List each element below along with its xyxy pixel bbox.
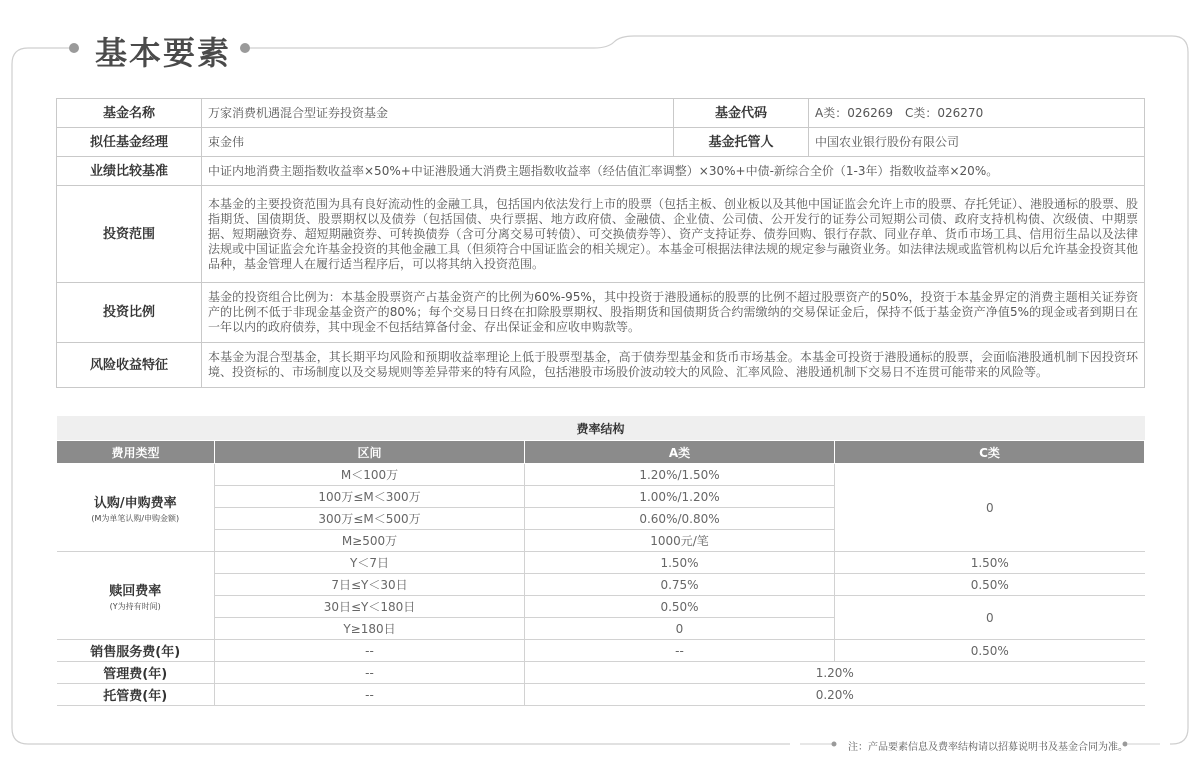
subscription-a-rate: 1.20%/1.50% (525, 464, 835, 486)
risk-value: 本基金为混合型基金，其长期平均风险和预期收益率理论上低于股票型基金，高于债券型基金和货币市场基金。本基金可投资于港股通标的股票，会面临港股通机制下因投资环境、投资标的、市场制度以及交易规则等差异带来的特有风险，包括港股市场股价波动较大的风险、汇率风险、港股通机制下交易日不连贯可能带来的风险等。 (202, 343, 1145, 388)
sales-fee-a: -- (525, 640, 835, 662)
manager-label: 拟任基金经理 (57, 128, 202, 157)
table-row (57, 574, 1145, 596)
redemption-a-rate: 0 (525, 618, 835, 640)
management-fee-range: -- (215, 662, 525, 684)
table-row (57, 552, 1145, 574)
fee-table-header-row (57, 441, 1145, 464)
table-row (57, 186, 1145, 283)
table-row (57, 684, 1145, 706)
fee-table-title: 费率结构 (57, 416, 1145, 441)
fund-name-label: 基金名称 (57, 99, 202, 128)
redemption-range: Y＜7日 (215, 552, 525, 574)
fund-name-value: 万家消费机遇混合型证券投资基金 (202, 99, 674, 128)
subscription-fee-note: (M为单笔认购/申购金额) (91, 513, 180, 523)
subscription-fee-title: 认购/申购费率 (93, 495, 177, 511)
custody-fee-label: 托管费(年) (57, 684, 215, 706)
redemption-c-rate: 1.50% (835, 552, 1145, 574)
sales-fee-label: 销售服务费(年) (57, 640, 215, 662)
header-class-c: C类 (835, 441, 1145, 464)
fund-code-label: 基金代码 (674, 99, 809, 128)
ratio-label: 投资比例 (57, 283, 202, 343)
redemption-fee-title: 赎回费率 (109, 583, 162, 599)
table-row (57, 283, 1145, 343)
table-row (57, 640, 1145, 662)
fee-table-title-row (57, 416, 1145, 441)
subscription-c-rate: 0 (835, 464, 1145, 552)
table-row (57, 464, 1145, 486)
table-row (57, 343, 1145, 388)
redemption-fee-note: (Y为持有时间) (109, 601, 161, 611)
scope-value: 本基金的主要投资范围为具有良好流动性的金融工具，包括国内依法发行上市的股票（包括主板、创业板以及其他中国证监会允许上市的股票、存托凭证）、港股通标的股票、股指期货、国债期货、股票期权以及债券（包括国债、央行票据、地方政府债、金融债、企业债、公司债、公开发行的证券公司短期公司债、政府支持机构债、次级债、中期票据、短期融资券、超短期融资券、可转换债券（含可分离交易可转债）、可交换债券等）、资产支持证券、债券回购、银行存款、同业存单、货币市场工具、信用衍生品以及法律法规或中国证监会允许基金投资的其他金融工具（但须符合中国证监会的相关规定）。本基金可根据法律法规的规定参与融资业务。如法律法规或监管机构以后允许基金投资其他品种，基金管理人在履行适当程序后，可以将其纳入投资范围。 (202, 186, 1145, 283)
subscription-a-rate: 0.60%/0.80% (525, 508, 835, 530)
redemption-range: 7日≤Y＜30日 (215, 574, 525, 596)
sales-fee-range: -- (215, 640, 525, 662)
subscription-range: M＜100万 (215, 464, 525, 486)
basic-elements-table (56, 98, 1145, 388)
redemption-fee-label (57, 552, 215, 640)
redemption-a-rate: 0.50% (525, 596, 835, 618)
header-class-a: A类 (525, 441, 835, 464)
subscription-range: 300万≤M＜500万 (215, 508, 525, 530)
benchmark-value: 中证内地消费主题指数收益率×50%+中证港股通大消费主题指数收益率（经估值汇率调整）×30%+中债-新综合全价（1-3年）指数收益率×20%。 (202, 157, 1145, 186)
title-dot-right (240, 43, 250, 53)
table-row (57, 99, 1145, 128)
fund-code-value: A类：026269 C类：026270 (809, 99, 1145, 128)
manager-value: 束金伟 (202, 128, 674, 157)
custodian-value: 中国农业银行股份有限公司 (809, 128, 1145, 157)
redemption-c-rate: 0 (835, 596, 1145, 640)
custodian-label: 基金托管人 (674, 128, 809, 157)
redemption-range: 30日≤Y＜180日 (215, 596, 525, 618)
custody-fee-value: 0.20% (525, 684, 1145, 706)
redemption-range: Y≥180日 (215, 618, 525, 640)
scope-label: 投资范围 (57, 186, 202, 283)
table-row (57, 128, 1145, 157)
fee-structure-table (56, 416, 1145, 706)
page-title: 基本要素 (95, 34, 232, 72)
footnote: 注：产品要素信息及费率结构请以招募说明书及基金合同为准。 (848, 742, 1128, 753)
table-row (57, 157, 1145, 186)
subscription-fee-label (57, 464, 215, 552)
header-range: 区间 (215, 441, 525, 464)
redemption-a-rate: 0.75% (525, 574, 835, 596)
risk-label: 风险收益特征 (57, 343, 202, 388)
redemption-a-rate: 1.50% (525, 552, 835, 574)
benchmark-label: 业绩比较基准 (57, 157, 202, 186)
title-dot-left (69, 43, 79, 53)
ratio-value: 基金的投资组合比例为：本基金股票资产占基金资产的比例为60%-95%，其中投资于港股通标的股票的比例不超过股票资产的50%，投资于本基金界定的消费主题相关证券资产的比例不低于非现金基金资产的80%；每个交易日日终在扣除股票期权、股指期货和国债期货合约需缴纳的交易保证金后，保持不低于基金资产净值5%的现金或者到期日在一年以内的政府债券，其中现金不包括结算备付金、存出保证金和应收申购款等。 (202, 283, 1145, 343)
footnote-dot-left (832, 742, 837, 747)
subscription-a-rate: 1.00%/1.20% (525, 486, 835, 508)
subscription-a-rate: 1000元/笔 (525, 530, 835, 552)
table-row (57, 596, 1145, 618)
management-fee-label: 管理费(年) (57, 662, 215, 684)
custody-fee-range: -- (215, 684, 525, 706)
management-fee-value: 1.20% (525, 662, 1145, 684)
header-fee-type: 费用类型 (57, 441, 215, 464)
subscription-range: M≥500万 (215, 530, 525, 552)
redemption-c-rate: 0.50% (835, 574, 1145, 596)
subscription-range: 100万≤M＜300万 (215, 486, 525, 508)
table-row (57, 662, 1145, 684)
sales-fee-c: 0.50% (835, 640, 1145, 662)
